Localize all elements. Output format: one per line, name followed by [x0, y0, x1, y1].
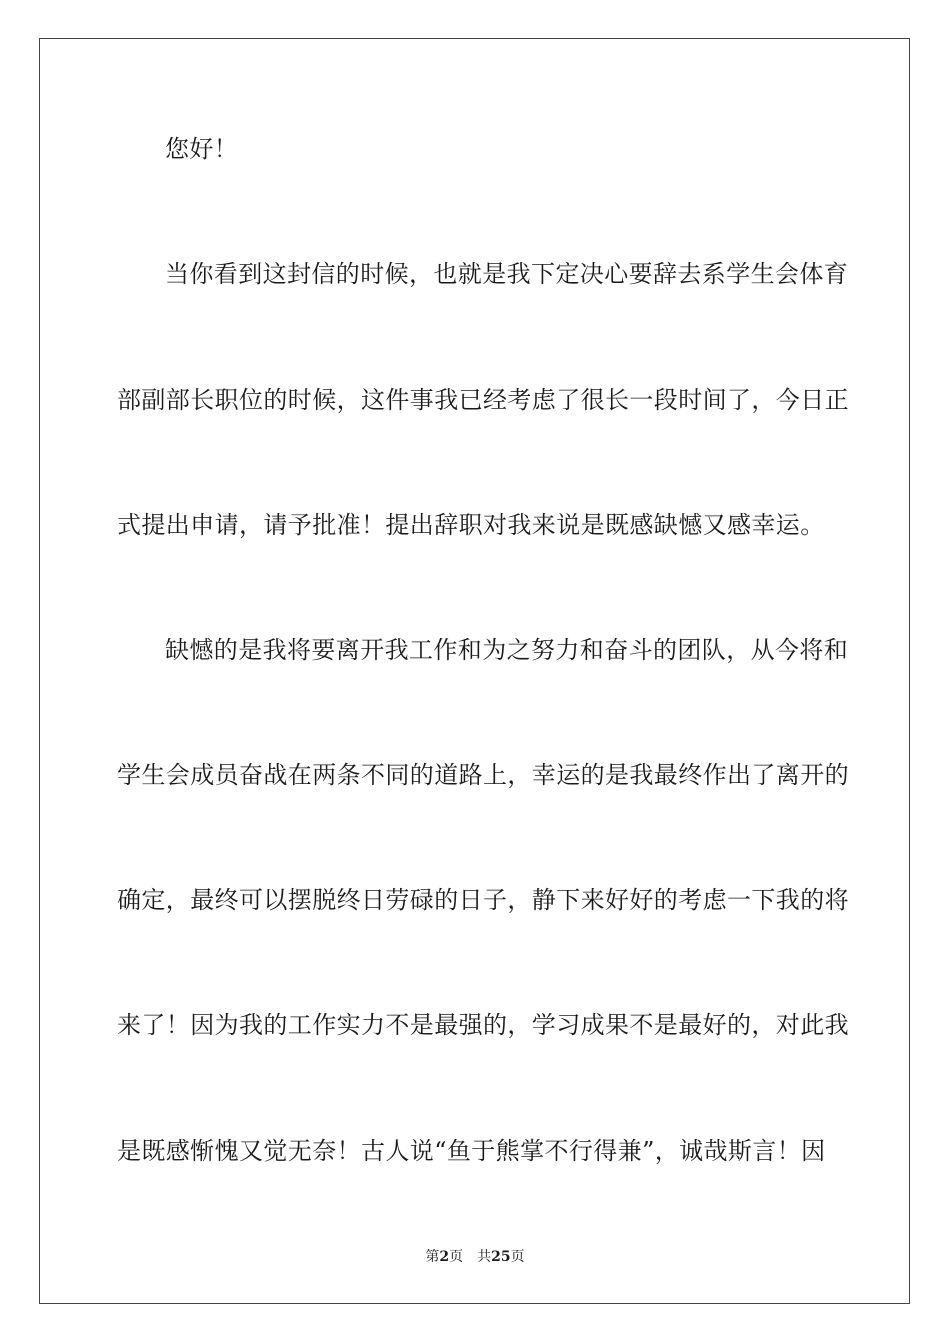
body-line-4: 缺憾的是我将要离开我工作和为之努力和奋斗的团队，从今将和 [165, 636, 849, 664]
body-line-2: 部副部长职位的时候，这件事我已经考虑了很长一段时间了，今日正 [117, 386, 849, 414]
body-line-1: 当你看到这封信的时候，也就是我下定决心要辞去系学生会体育 [165, 260, 849, 288]
page-prefix: 第 [425, 1249, 440, 1265]
page-footer [0, 1247, 950, 1267]
page-total: 25 [491, 1249, 511, 1265]
body-line-3: 式提出申请，请予批准！提出辞职对我来说是既感缺憾又感幸运。 [117, 511, 825, 539]
body-line-8: 是既感惭愧又觉无奈！古人说“鱼于熊掌不行得兼”，诚哉斯言！因 [117, 1137, 826, 1165]
body-line-7: 来了！因为我的工作实力不是最强的，学习成果不是最好的，对此我 [117, 1011, 849, 1039]
body-line-6: 确定，最终可以摆脱终日劳碌的日子，静下来好好的考虑一下我的将 [117, 886, 849, 914]
page-current: 2 [439, 1249, 450, 1265]
page-suffix: 页 [510, 1249, 525, 1265]
page-frame [39, 38, 910, 1304]
body-line-5: 学生会成员奋战在两条不同的道路上，幸运的是我最终作出了离开的 [117, 761, 849, 789]
page-mid: 页 共 [449, 1249, 492, 1265]
greeting-line: 您好！ [165, 135, 239, 163]
